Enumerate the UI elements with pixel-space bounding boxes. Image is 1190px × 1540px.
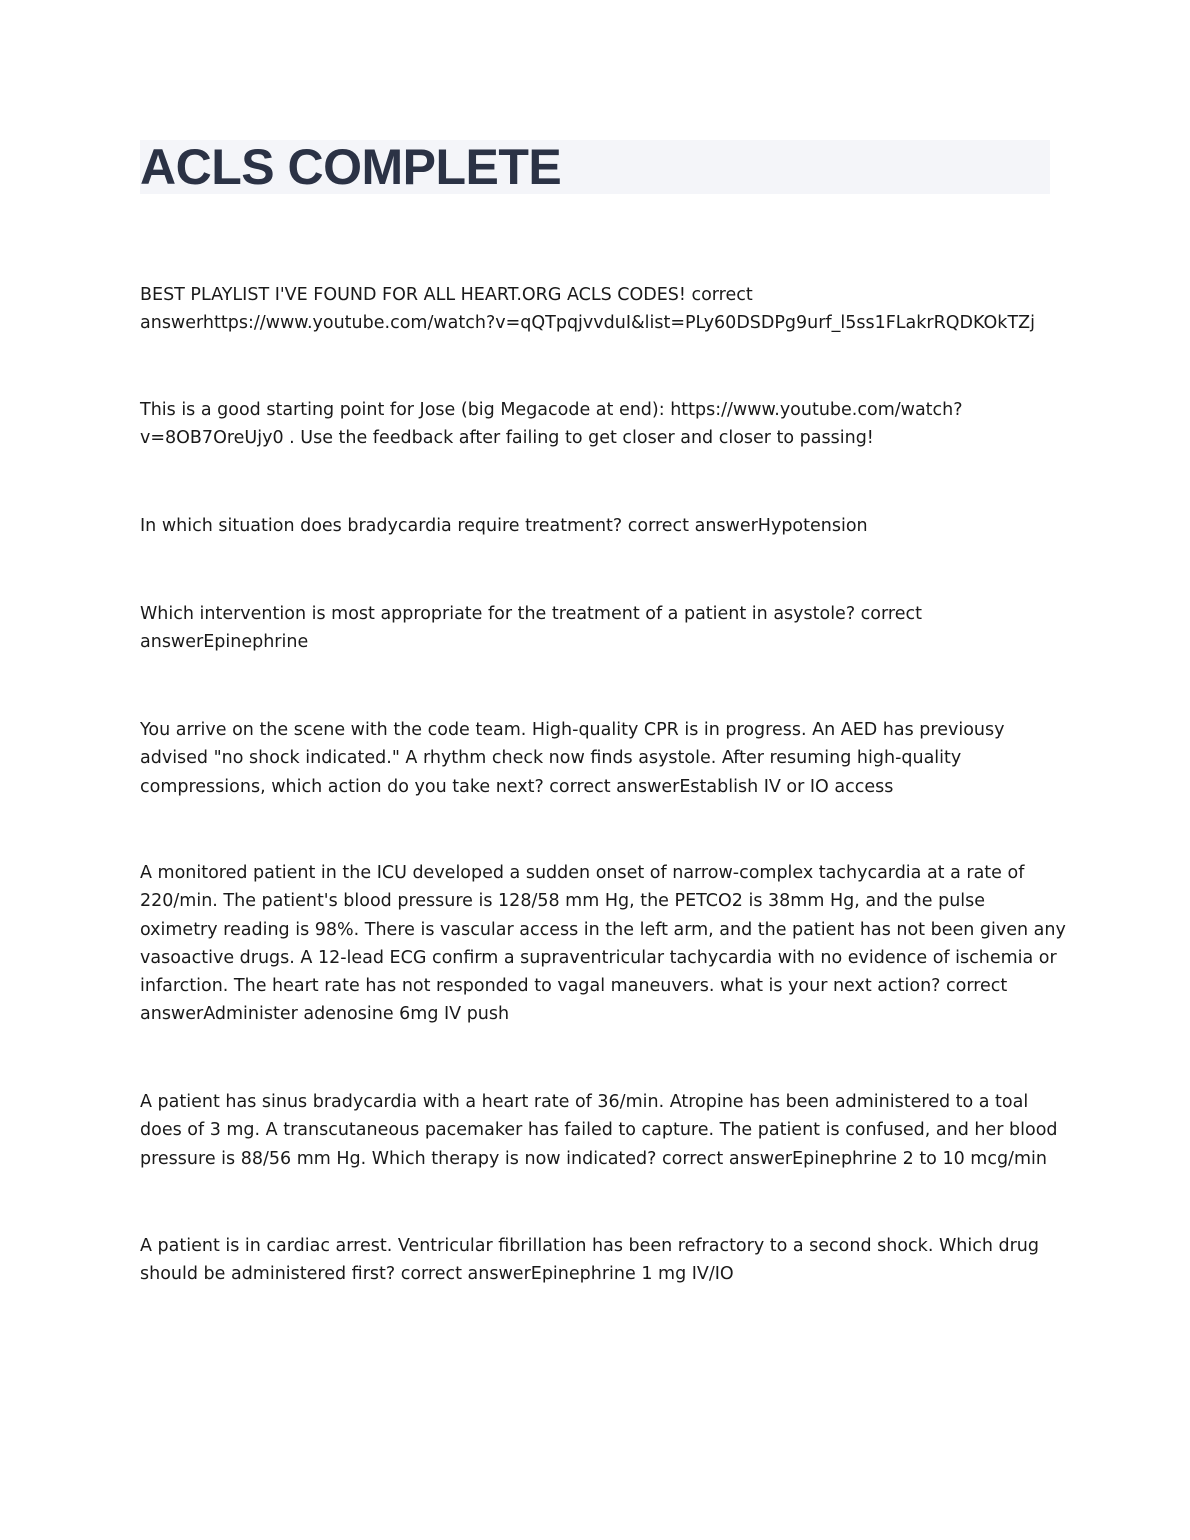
entry-line: infarction. The heart rate has not responded to vagal maneuvers. what is your next action? correct [140, 976, 1008, 997]
entry-line: A patient has sinus bradycardia with a heart rate of 36/min. Atropine has been administered to a toal [140, 1092, 1029, 1112]
entry-icu-tachycardia [140, 859, 1066, 1029]
entry-line: answerhttps://www.youtube.com/watch?v=qQTpqjvvduI&list=PLy60DSDPg9urf_l5ss1FLakrRQDKOkTZj [140, 313, 1035, 334]
entry-line: does of 3 mg. A transcutaneous pacemaker has failed to capture. The patient is confused, and her blood [140, 1120, 1058, 1141]
entry-line: advised "no shock indicated." A rhythm check now finds asystole. After resuming high-quality [140, 748, 962, 769]
entry-line: answerAdminister adenosine 6mg IV push [140, 1004, 510, 1025]
entry-line: compressions, which action do you take next? correct answerEstablish IV or IO access [140, 776, 894, 797]
entry-line: BEST PLAYLIST I'VE FOUND FOR ALL HEART.ORG ACLS CODES! correct [140, 285, 753, 305]
entry-starting-point [140, 396, 1055, 453]
entry-bradycardia-treatment [140, 512, 1055, 540]
entry-asystole-intervention [140, 600, 1055, 657]
entry-line: oximetry reading is 98%. There is vascular access in the left arm, and the patient has not been given any [140, 919, 1066, 940]
entry-line: should be administered first? correct answerEpinephrine 1 mg IV/IO [140, 1264, 734, 1285]
entry-cardiac-arrest-vf [140, 1232, 1055, 1289]
entry-line: A patient is in cardiac arrest. Ventricular fibrillation has been refractory to a second shock. Which drug [140, 1236, 1039, 1256]
entry-line: answerEpinephrine [140, 632, 309, 653]
entry-line: Which intervention is most appropriate for the treatment of a patient in asystole? correct [140, 604, 922, 624]
entry-line: In which situation does bradycardia require treatment? correct answerHypotension [140, 516, 868, 536]
page-title: ACLS COMPLETE [140, 139, 562, 195]
entry-line: This is a good starting point for Jose (big Megacode at end): https://www.youtube.com/watch? [140, 400, 963, 420]
entry-line: 220/min. The patient's blood pressure is 128/58 mm Hg, the PETCO2 is 38mm Hg, and the pulse [140, 891, 986, 912]
entry-line: pressure is 88/56 mm Hg. Which therapy is now indicated? correct answerEpinephrine 2 to 10 mcg/min [140, 1148, 1047, 1169]
entry-playlist [140, 281, 1055, 338]
entry-line: You arrive on the scene with the code team. High-quality CPR is in progress. An AED has previousy [140, 720, 1005, 740]
entry-code-team-asystole [140, 716, 1055, 801]
entry-sinus-bradycardia [140, 1088, 1058, 1173]
entry-line: v=8OB7OreUjy0 . Use the feedback after failing to get closer and closer to passing! [140, 428, 874, 449]
entry-line: vasoactive drugs. A 12-lead ECG confirm a supraventricular tachycardia with no evidence of ischemia or [140, 947, 1057, 968]
entry-line: A monitored patient in the ICU developed a sudden onset of narrow-complex tachycardia at a rate of [140, 863, 1025, 883]
